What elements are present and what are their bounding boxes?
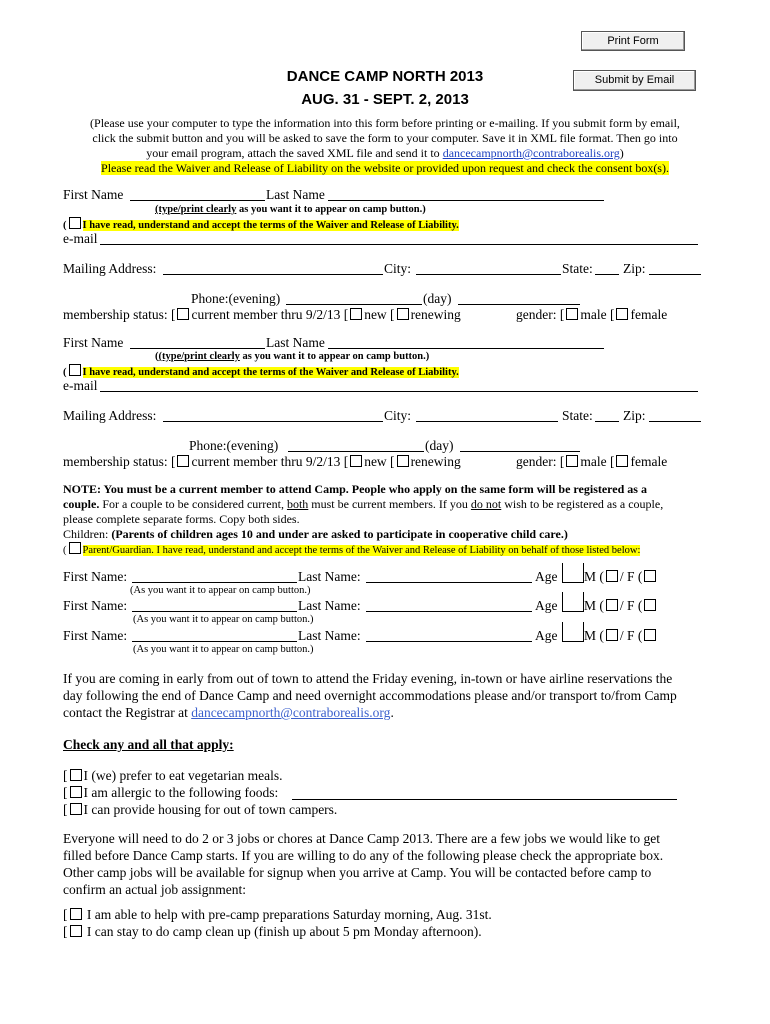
- intro-text: [60, 116, 710, 176]
- p2-last-name-label: Last Name: [266, 335, 325, 350]
- cleanup-label: I can stay to do camp clean up (finish up about 5 pm Monday afternoon).: [86, 924, 482, 939]
- child2-last-field[interactable]: [366, 611, 532, 612]
- p2-membership-label: membership status: [: [63, 454, 176, 469]
- p1-current-label: current member thru 9/2/13 [: [191, 307, 349, 322]
- p1-state-label: State:: [562, 261, 593, 276]
- p2-male-checkbox[interactable]: [566, 455, 578, 467]
- p2-state-label: State:: [562, 408, 593, 423]
- p2-city-label: City:: [384, 408, 412, 423]
- child1-age-label: Age: [535, 569, 558, 584]
- child2-first-label: First Name:: [63, 598, 128, 613]
- child2-last-label: Last Name:: [298, 598, 361, 613]
- p2-female-label: female: [630, 454, 668, 469]
- allergy-checkbox[interactable]: [70, 786, 82, 798]
- p2-phone-day-field[interactable]: [460, 451, 580, 452]
- p2-female-checkbox[interactable]: [616, 455, 628, 467]
- p1-first-name-field[interactable]: [130, 200, 265, 201]
- guardian-consent-checkbox[interactable]: [69, 542, 81, 554]
- note-text2b: must be current members. If you: [308, 497, 471, 511]
- p1-first-name-label: First Name: [63, 187, 124, 202]
- p1-mailing-label: Mailing Address:: [63, 261, 157, 276]
- p2-email-field[interactable]: [100, 391, 698, 392]
- child1-last-field[interactable]: [366, 582, 532, 583]
- intro-email-link[interactable]: dancecampnorth@contraborealis.org: [442, 146, 620, 160]
- child3-gender: [584, 628, 658, 644]
- p2-last-name-field[interactable]: [328, 348, 604, 349]
- child1-m-checkbox[interactable]: [606, 570, 618, 582]
- p1-membership-label: membership status: [: [63, 307, 176, 322]
- p1-consent-text: I have read, understand and accept the terms of the Waiver and Release of Liability.: [82, 220, 459, 231]
- p2-gender-row: [516, 454, 667, 470]
- allergy-foods-field[interactable]: [292, 799, 677, 800]
- check-item-vegetarian: [ I (we) prefer to eat vegetarian meals.: [63, 768, 283, 783]
- p2-consent-row: ( I have read, understand and accept the terms of the Waiver and Release of Liability.: [63, 364, 459, 378]
- child3-m-label: M (: [584, 628, 604, 643]
- print-form-button[interactable]: Print Form: [581, 31, 685, 51]
- jobs-line2: filled before Dance Camp starts. If you are willing to do any of the following please check the appropriate box.: [63, 848, 664, 863]
- precamp-checkbox[interactable]: [70, 908, 82, 920]
- p1-email-label: e-mail: [63, 231, 98, 246]
- intro-line1a: (Please use your computer to type the information into this form before printing or e-mailing.: [90, 116, 539, 130]
- child3-age-label: Age: [535, 628, 558, 643]
- note-text2a: For a couple to be considered current,: [99, 497, 287, 511]
- accommodation-paragraph: [63, 670, 723, 721]
- child3-hint: (As you want it to appear on camp button.): [133, 644, 314, 655]
- accommodation-line3a: contact the Registrar at: [63, 705, 192, 720]
- child3-last-label: Last Name:: [298, 628, 361, 643]
- p1-last-name-field[interactable]: [328, 200, 604, 201]
- page-title: DANCE CAMP NORTH 2013: [286, 68, 484, 85]
- child1-age-field[interactable]: [562, 563, 584, 583]
- p2-button-hint: ((type/print clearly as you want it to appear on camp button.): [155, 351, 430, 362]
- child1-hint: (As you want it to appear on camp button.): [130, 585, 311, 596]
- child1-first-field[interactable]: [132, 582, 297, 583]
- p1-state-field[interactable]: [595, 274, 619, 275]
- child1-f-checkbox[interactable]: [644, 570, 656, 582]
- accommodation-line1: If you are coming in early from out of town to attend the Friday evening, in-town or have airline reservations the: [63, 671, 673, 686]
- p1-consent-row: ( I have read, understand and accept the terms of the Waiver and Release of Liability.: [63, 217, 459, 231]
- child1-f-label: / F (: [619, 569, 643, 584]
- p1-gender-row: [516, 307, 667, 323]
- p2-first-name-label: First Name: [63, 335, 124, 350]
- p2-hint-rest: as you want it to appear on camp button.): [239, 351, 430, 362]
- jobs-paragraph: [63, 830, 723, 898]
- p2-first-name-field[interactable]: [130, 348, 265, 349]
- housing-label: I can provide housing for out of town campers.: [83, 802, 338, 817]
- jobs-line1: Everyone will need to do 2 or 3 jobs or chores at Dance Camp 2013. There are a few jobs we would like to get: [63, 831, 660, 846]
- intro-line3a: your email program, attach the saved XML file and send it to: [146, 146, 443, 160]
- p1-female-checkbox[interactable]: [616, 308, 628, 320]
- p2-current-label: current member thru 9/2/13 [: [191, 454, 349, 469]
- p1-new-label: new [: [364, 307, 395, 322]
- note-line2: [63, 497, 713, 512]
- child2-hint: (As you want it to appear on camp button.): [133, 614, 314, 625]
- p1-female-label: female: [630, 307, 668, 322]
- guardian-consent-text: Parent/Guardian. I have read, understand and accept the terms of the Waiver and Release of Liability on behalf of those listed below:: [82, 545, 641, 556]
- p2-renewing-label: renewing: [410, 454, 461, 469]
- p2-day-label: (day): [425, 438, 454, 453]
- child1-last-label: Last Name:: [298, 569, 361, 584]
- p2-phone-evening-field[interactable]: [288, 451, 424, 452]
- p2-zip-field[interactable]: [649, 421, 701, 422]
- vegetarian-checkbox[interactable]: [70, 769, 82, 781]
- registrar-email-link[interactable]: dancecampnorth@contraborealis.org: [191, 705, 391, 720]
- p2-membership-row: [63, 454, 461, 470]
- child3-age-field[interactable]: [562, 622, 584, 642]
- accommodation-line3b: .: [390, 705, 394, 720]
- child3-f-label: / F (: [619, 628, 643, 643]
- job-item-cleanup: [ I can stay to do camp clean up (finish up about 5 pm Monday afternoon).: [63, 924, 482, 939]
- child2-age-field[interactable]: [562, 592, 584, 612]
- child2-m-checkbox[interactable]: [606, 599, 618, 611]
- p1-hint-bold: (type/print clearly: [155, 204, 237, 215]
- children-care-note: (Parents of children ages 10 and under are asked to participate in cooperative child care.): [111, 527, 568, 541]
- note-both: both: [286, 497, 309, 511]
- housing-checkbox[interactable]: [70, 803, 82, 815]
- note-children: [63, 527, 713, 542]
- p2-gender-label: gender: [: [516, 454, 565, 469]
- p1-city-label: City:: [384, 261, 412, 276]
- p1-gender-label: gender: [: [516, 307, 565, 322]
- child2-first-field[interactable]: [132, 611, 297, 612]
- note-line3: please complete separate forms. Copy both sides.: [63, 512, 300, 526]
- p1-zip-label: Zip:: [623, 261, 646, 276]
- p1-male-checkbox[interactable]: [566, 308, 578, 320]
- p2-new-checkbox[interactable]: [350, 455, 362, 467]
- p1-email-field[interactable]: [100, 244, 698, 245]
- intro-line3b: ): [619, 146, 624, 160]
- child3-last-field[interactable]: [366, 641, 532, 642]
- p1-zip-field[interactable]: [649, 274, 701, 275]
- p2-male-label: male [: [580, 454, 615, 469]
- p1-phone-evening-field[interactable]: [286, 304, 422, 305]
- p1-phone-label: Phone:(evening): [191, 291, 281, 306]
- p1-name-row: [63, 187, 123, 203]
- p2-renewing-checkbox[interactable]: [397, 455, 409, 467]
- job-item-precamp: [ I am able to help with pre-camp preparations Saturday morning, Aug. 31st.: [63, 907, 492, 922]
- child2-f-checkbox[interactable]: [644, 599, 656, 611]
- intro-waiver-notice: Please read the Waiver and Release of Liability on the website or provided upon request and check the consent box(s).: [101, 161, 669, 175]
- child1-gender: [584, 569, 658, 585]
- page-dates: AUG. 31 - SEPT. 2, 2013: [301, 91, 469, 108]
- p2-consent-text: I have read, understand and accept the terms of the Waiver and Release of Liability.: [82, 367, 459, 378]
- child3-f-checkbox[interactable]: [644, 629, 656, 641]
- p2-phone-label: Phone:(evening): [189, 438, 279, 453]
- children-label: Children:: [63, 527, 112, 541]
- p1-renewing-label: renewing: [410, 307, 461, 322]
- child1-first-label: First Name:: [63, 569, 128, 584]
- child2-age-label: Age: [535, 598, 558, 613]
- p2-consent-checkbox[interactable]: [69, 364, 81, 376]
- p2-mailing-field[interactable]: [163, 421, 383, 422]
- p2-state-field[interactable]: [595, 421, 619, 422]
- vegetarian-label: I (we) prefer to eat vegetarian meals.: [83, 768, 283, 783]
- child2-m-label: M (: [584, 598, 604, 613]
- child1-m-label: M (: [584, 569, 604, 584]
- note-line1: NOTE: You must be a current member to attend Camp. People who apply on the same form will be registered as a: [63, 482, 647, 496]
- p1-last-name-label: Last Name: [266, 187, 325, 202]
- child2-gender: [584, 598, 658, 614]
- check-item-housing: [ I can provide housing for out of town campers.: [63, 802, 338, 817]
- p2-new-label: new [: [364, 454, 395, 469]
- p1-hint-rest: as you want it to appear on camp button.): [236, 204, 426, 215]
- child2-f-label: / F (: [619, 598, 643, 613]
- child3-m-checkbox[interactable]: [606, 629, 618, 641]
- p2-email-label: e-mail: [63, 378, 98, 393]
- intro-line1b: If you submit form by email,: [538, 116, 680, 130]
- p2-city-field[interactable]: [416, 421, 558, 422]
- accommodation-line2: day following the end of Dance Camp and need overnight accommodations please and/or transport to/from Camp: [63, 688, 677, 703]
- p1-phone-day-field[interactable]: [458, 304, 580, 305]
- p1-consent-checkbox[interactable]: [69, 217, 81, 229]
- p2-zip-label: Zip:: [623, 408, 646, 423]
- intro-line2: click the submit button and you will be asked to save the form to your computer. Save it in XML file format. Then go into: [92, 131, 678, 145]
- allergy-label: I am allergic to the following foods:: [83, 785, 279, 800]
- child3-first-field[interactable]: [132, 641, 297, 642]
- p1-mailing-field[interactable]: [163, 274, 383, 275]
- p1-renewing-checkbox[interactable]: [397, 308, 409, 320]
- jobs-line3: Other camp jobs will be available for signup when you arrive at Camp. You will be contacted before camp to: [63, 865, 652, 880]
- submit-by-email-button[interactable]: Submit by Email: [573, 70, 696, 91]
- p1-current-checkbox[interactable]: [177, 308, 189, 320]
- note-text2c: wish to be registered as a couple,: [501, 497, 664, 511]
- child3-first-label: First Name:: [63, 628, 128, 643]
- check-heading: Check any and all that apply:: [63, 737, 234, 752]
- accommodation-line3: [63, 704, 723, 721]
- p1-male-label: male [: [580, 307, 615, 322]
- p2-current-checkbox[interactable]: [177, 455, 189, 467]
- note-block: [63, 482, 713, 558]
- p1-new-checkbox[interactable]: [350, 308, 362, 320]
- note-donot: do not: [470, 497, 502, 511]
- note-couple: couple.: [63, 497, 100, 511]
- p2-mailing-label: Mailing Address:: [63, 408, 157, 423]
- jobs-line4: confirm an actual job assignment:: [63, 882, 246, 897]
- p1-city-field[interactable]: [416, 274, 561, 275]
- p1-day-label: (day): [423, 291, 452, 306]
- precamp-label: I am able to help with pre-camp preparations Saturday morning, Aug. 31st.: [86, 907, 492, 922]
- guardian-consent-row: ( Parent/Guardian. I have read, understand and accept the terms of the Waiver and Release of Liability on behalf of those listed below:: [63, 542, 713, 558]
- p2-hint-bold: (type/print clearly: [158, 351, 240, 362]
- p1-membership-row: [63, 307, 461, 323]
- cleanup-checkbox[interactable]: [70, 925, 82, 937]
- p1-button-hint: [155, 204, 426, 215]
- check-item-allergy: [ I am allergic to the following foods:: [63, 785, 279, 800]
